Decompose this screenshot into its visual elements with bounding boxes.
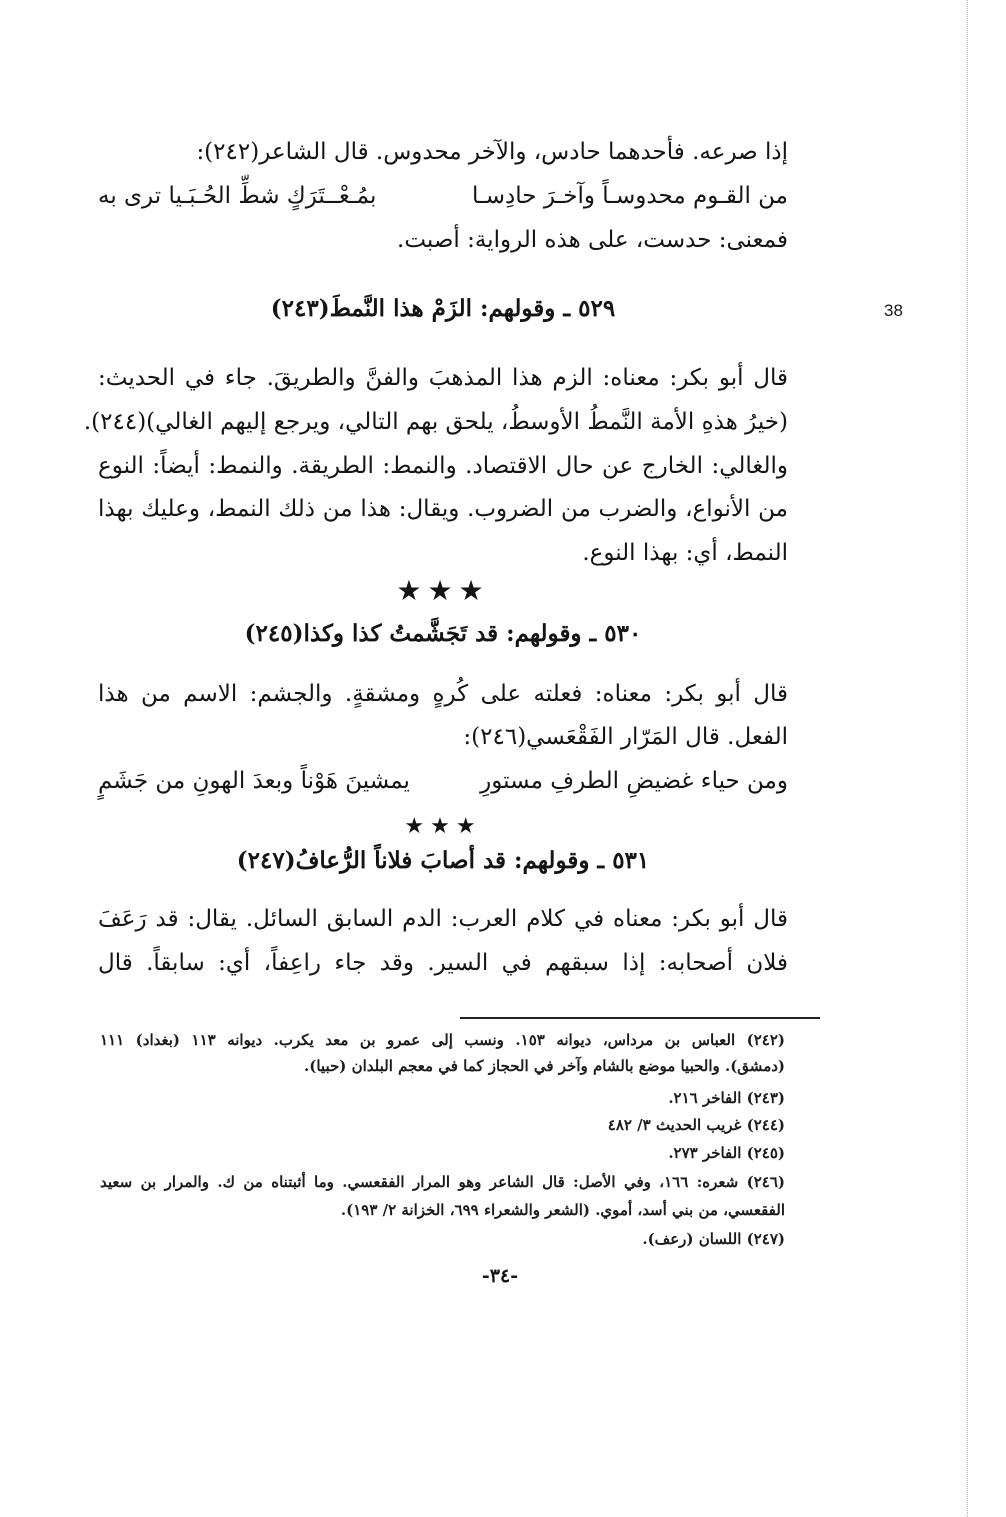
margin-dotted-line	[967, 0, 968, 1517]
text-line: من الأنواع، والضرب من الضروب. ويقال: هذا من ذلك النمط، وعليك بهذا	[98, 496, 788, 522]
page-folio: -٣٤-	[481, 1265, 519, 1287]
footnote-line: (دمشق). والحبيا موضع بالشام وآخر في الحجاز كما في معجم البلدان (حبيا).	[304, 1057, 785, 1075]
side-page-number: 38	[884, 301, 903, 320]
text-line: النمط، أي: بهذا النوع.	[582, 540, 788, 566]
verse-hemistich-right: يمشينَ هَوْناً وبعدَ الهونِ من جَشَمٍ	[98, 768, 410, 794]
verse-hemistich-right: بمُـعْــتَرَكٍ شطِّ الحُـبَـيا ترى به	[98, 183, 377, 209]
text-line: قال أبو بكر: معناه: فعلته على كُرهٍ ومشقةٍ. والجشم: الاسم من هذا	[98, 681, 788, 707]
text-line: والغالي: الخارج عن حال الاقتصاد. والنمط: الطريقة. والنمط: أيضاً: النوع	[98, 453, 788, 479]
text-line: قال أبو بكر: معناه: الزم هذا المذهبَ والفنَّ والطريقَ. جاء في الحديث:	[98, 365, 788, 391]
text-line: الفعل. قال المَرّار الفَقْعَسي(٢٤٦):	[463, 724, 788, 750]
text-line: فمعنى: حدست، على هذه الرواية: أصبت.	[397, 227, 788, 253]
verse-hemistich-left: ومن حياء غضيضِ الطرفِ مستورِ	[480, 768, 788, 794]
text-line: إذا صرعه. فأحدهما حادس، والآخر محدوس. قال الشاعر(٢٤٢):	[196, 139, 788, 165]
footnote-rule	[460, 1017, 820, 1019]
footnote-line: (٢٤٤) غريب الحديث ٣/ ٤٨٢	[607, 1116, 785, 1134]
entry-heading: ٥٣١ ـ وقولهم: قد أصابَ فلاناً الرُّعافُ(٢٤٧)	[236, 847, 650, 874]
footnote-line: (٢٤٦) شعره: ١٦٦، وفي الأصل: قال الشاعر وهو المرار الفقعسي. وما أثبتناه من ك. والمرار بن سعيد	[100, 1173, 785, 1191]
entry-heading: ٥٣٠ ـ وقولهم: قد تَجَشَّمتُ كذا وكذا(٢٤٥)	[244, 620, 642, 647]
footnote-line: الفقعسي، من بني أسد، أموي. (الشعر والشعراء ٦٩٩، الخزانة ٢/ ١٩٣).	[340, 1201, 785, 1219]
footnote-line: (٢٤٣) الفاخر ٢١٦.	[668, 1089, 785, 1107]
section-separator-stars: ★★★	[396, 574, 490, 607]
verse-hemistich-left: من القـوم محدوسـاً وآخـرَ حادِسـا	[472, 183, 788, 209]
section-separator-stars: ★★★	[404, 814, 482, 839]
verse-line	[98, 181, 788, 211]
text-line: (خيرُ هذهِ الأمة النَّمطُ الأوسطُ، يلحق بهم التالي، ويرجع إليهم الغالي)(٢٤٤).	[83, 409, 788, 435]
text-line: فلان أصحابه: إذا سبقهم في السير. وقد جاء راعِفاً، أي: سابقاً. قال	[98, 950, 788, 976]
text-line: قال أبو بكر: معناه في كلام العرب: الدم السابق السائل. يقال: قد رَعَفَ	[98, 906, 788, 932]
footnote-line: (٢٤٢) العباس بن مرداس، ديوانه ١٥٣. ونسب إلى عمرو بن معد يكرب. ديوانه ١١٣ (بغداد) ١١١	[100, 1031, 785, 1049]
footnote-line: (٢٤٧) اللسان (رعف).	[642, 1230, 785, 1248]
entry-heading: ٥٢٩ ـ وقولهم: الزَمْ هذا النَّمطَ(٢٤٣)	[270, 295, 616, 322]
footnote-line: (٢٤٥) الفاخر ٢٧٣.	[668, 1144, 785, 1162]
verse-line	[98, 766, 788, 796]
